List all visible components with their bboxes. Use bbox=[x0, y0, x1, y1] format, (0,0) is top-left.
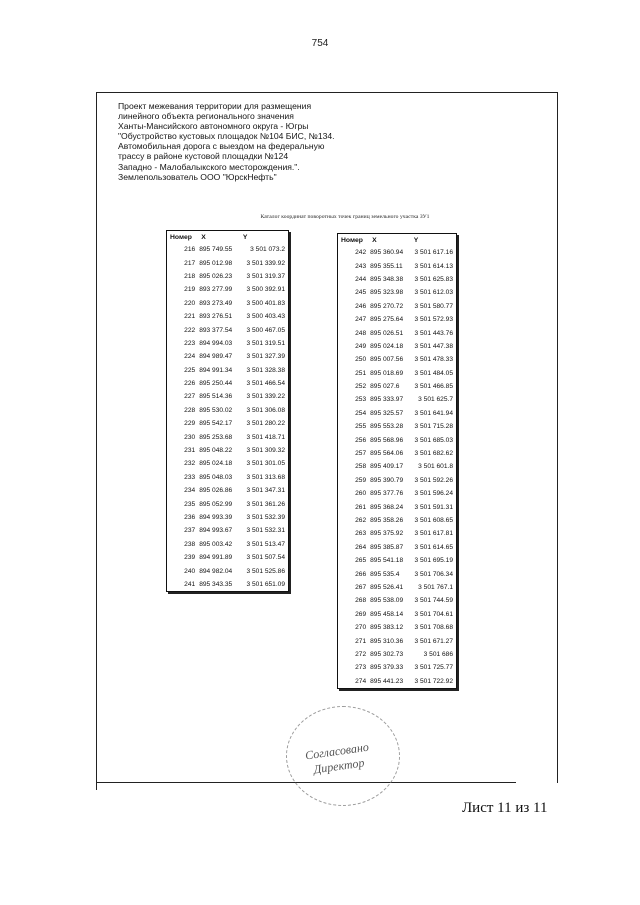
table-row bbox=[167, 457, 289, 470]
cell-x: 893 277.99 bbox=[199, 286, 233, 294]
cell-x: 895 323.98 bbox=[370, 289, 404, 297]
table-row bbox=[167, 283, 289, 296]
cell-y: 3 501 466.54 bbox=[246, 380, 285, 388]
cell-number: 217 bbox=[184, 259, 196, 267]
table-row bbox=[338, 608, 457, 621]
table-row bbox=[167, 404, 289, 417]
header-line: линейного объекта регионального значения bbox=[118, 111, 294, 122]
cell-x: 895 385.87 bbox=[370, 543, 404, 551]
cell-y: 3 501 418.71 bbox=[246, 433, 285, 441]
cell-x: 895 379.33 bbox=[370, 664, 404, 672]
cell-y: 3 501 484.05 bbox=[414, 369, 453, 377]
cell-number: 237 bbox=[184, 527, 196, 535]
header-line: Землепользователь ООО "ЮрскНефть" bbox=[118, 171, 277, 182]
cell-y: 3 501 443.76 bbox=[414, 329, 453, 337]
column-header-y: Y bbox=[242, 233, 248, 241]
cell-y: 3 501 617.16 bbox=[414, 249, 453, 257]
cell-number: 272 bbox=[355, 650, 367, 658]
cell-x: 895 048.03 bbox=[199, 473, 233, 481]
cell-x: 894 993.39 bbox=[199, 514, 233, 521]
column-header-x: X bbox=[372, 236, 377, 244]
cell-x: 895 052.99 bbox=[199, 500, 233, 508]
cell-number: 241 bbox=[184, 580, 196, 588]
cell-number: 273 bbox=[355, 664, 367, 672]
cell-number: 263 bbox=[355, 530, 367, 538]
cell-x: 893 276.51 bbox=[199, 313, 233, 321]
table-row bbox=[338, 474, 457, 487]
cell-x: 894 994.03 bbox=[199, 339, 233, 347]
cell-y: 3 501 614.65 bbox=[414, 543, 453, 551]
table-row bbox=[167, 538, 289, 551]
table-row bbox=[338, 433, 457, 446]
cell-number: 216 bbox=[184, 246, 196, 254]
table-row bbox=[338, 313, 457, 326]
cell-number: 269 bbox=[355, 610, 367, 618]
table-row bbox=[338, 246, 457, 259]
cell-x: 895 530.02 bbox=[199, 406, 233, 414]
cell-number: 223 bbox=[184, 339, 196, 347]
table-row bbox=[338, 500, 457, 513]
table-row bbox=[338, 487, 457, 500]
cell-y: 3 501 651.09 bbox=[246, 580, 285, 588]
cell-number: 220 bbox=[184, 299, 196, 307]
table-row bbox=[167, 377, 289, 390]
cell-number: 244 bbox=[355, 275, 367, 283]
cell-x: 895 253.68 bbox=[199, 433, 233, 441]
table-row bbox=[338, 367, 457, 380]
cell-y: 3 501 513.47 bbox=[246, 540, 285, 548]
cell-number: 265 bbox=[355, 557, 367, 565]
cell-number: 266 bbox=[355, 570, 367, 578]
table-row bbox=[338, 420, 457, 433]
cell-x: 895 568.96 bbox=[370, 436, 404, 444]
cell-number: 255 bbox=[355, 423, 367, 431]
cell-y: 3 501 478.33 bbox=[414, 356, 453, 364]
cell-y: 3 500 467.05 bbox=[246, 326, 285, 334]
cell-number: 222 bbox=[184, 326, 196, 334]
cell-number: 270 bbox=[355, 624, 367, 632]
cell-x: 895 325.57 bbox=[370, 409, 404, 417]
cell-y: 3 501 706.34 bbox=[414, 570, 453, 578]
table-row bbox=[167, 310, 289, 323]
cell-x: 895 026.51 bbox=[370, 329, 404, 337]
cell-x: 895 409.17 bbox=[370, 463, 404, 471]
table-row bbox=[167, 417, 289, 430]
cell-number: 227 bbox=[184, 393, 196, 401]
catalog-title: Каталог координат поворотных точек границ земельного участка ЗУ1 bbox=[260, 214, 430, 220]
cell-x: 895 749.55 bbox=[199, 246, 233, 254]
cell-x: 895 526.41 bbox=[370, 583, 404, 591]
cell-number: 234 bbox=[184, 487, 196, 495]
coordinates-table-left bbox=[166, 230, 289, 592]
cell-x: 894 982.04 bbox=[199, 567, 233, 575]
cell-number: 251 bbox=[355, 369, 367, 377]
cell-x: 895 012.98 bbox=[199, 259, 233, 267]
cell-y: 3 501 525.86 bbox=[246, 567, 285, 575]
table-row bbox=[338, 648, 457, 661]
cell-x: 895 310.36 bbox=[370, 637, 404, 645]
cell-y: 3 501 685.03 bbox=[414, 436, 453, 444]
cell-number: 226 bbox=[184, 380, 196, 388]
cell-y: 3 501 313.68 bbox=[246, 473, 285, 481]
table-row bbox=[167, 243, 289, 256]
table-row bbox=[167, 551, 289, 564]
cell-y: 3 501 466.85 bbox=[414, 383, 453, 391]
cell-y: 3 500 401.83 bbox=[246, 299, 285, 307]
table-row bbox=[338, 554, 457, 567]
cell-number: 256 bbox=[355, 436, 367, 444]
cell-number: 264 bbox=[355, 543, 367, 551]
table-row bbox=[338, 447, 457, 460]
cell-x: 895 024.18 bbox=[199, 460, 233, 468]
cell-x: 893 377.54 bbox=[199, 326, 233, 334]
cell-x: 894 991.34 bbox=[199, 366, 233, 374]
cell-y: 3 501 671.27 bbox=[414, 637, 453, 645]
cell-x: 895 358.26 bbox=[370, 517, 404, 524]
cell-x: 895 542.17 bbox=[199, 420, 233, 428]
cell-x: 895 027.6 bbox=[370, 383, 400, 391]
table-row bbox=[167, 511, 289, 524]
cell-number: 224 bbox=[184, 353, 196, 361]
cell-y: 3 501 591.31 bbox=[414, 503, 453, 511]
cell-x: 895 018.69 bbox=[370, 369, 404, 377]
cell-y: 3 501 612.03 bbox=[414, 289, 453, 297]
cell-y: 3 501 608.65 bbox=[414, 517, 453, 524]
cell-number: 240 bbox=[184, 567, 196, 575]
cell-number: 262 bbox=[355, 517, 367, 524]
table-row bbox=[338, 300, 457, 313]
table-row bbox=[338, 541, 457, 554]
cell-number: 258 bbox=[355, 463, 367, 471]
cell-x: 894 989.47 bbox=[199, 353, 233, 361]
cell-x: 895 535.4 bbox=[370, 570, 400, 578]
cell-x: 895 007.56 bbox=[370, 356, 404, 364]
cell-x: 895 250.44 bbox=[199, 380, 233, 388]
cell-number: 253 bbox=[355, 396, 367, 404]
stamp-text: Согласовано Директор bbox=[304, 739, 370, 777]
cell-number: 228 bbox=[184, 406, 196, 414]
cell-x: 895 048.22 bbox=[199, 447, 233, 455]
cell-x: 895 348.38 bbox=[370, 275, 404, 283]
column-header-number: Номер bbox=[170, 233, 192, 241]
cell-y: 3 501 725.77 bbox=[414, 664, 453, 672]
cell-x: 895 270.72 bbox=[370, 302, 404, 310]
table-row bbox=[338, 326, 457, 339]
cell-y: 3 501 327.39 bbox=[246, 353, 285, 361]
cell-y: 3 501 532.39 bbox=[246, 514, 285, 521]
cell-y: 3 501 319.51 bbox=[246, 339, 285, 347]
cell-x: 895 275.64 bbox=[370, 316, 404, 324]
cell-y: 3 501 715.28 bbox=[414, 423, 453, 431]
cell-number: 259 bbox=[355, 476, 367, 484]
table-row bbox=[338, 273, 457, 286]
cell-x: 893 273.49 bbox=[199, 299, 233, 307]
cell-number: 267 bbox=[355, 583, 367, 591]
table-row bbox=[167, 578, 289, 592]
cell-x: 895 355.11 bbox=[370, 262, 403, 270]
cell-number: 268 bbox=[355, 597, 367, 605]
table-row bbox=[338, 286, 457, 299]
cell-number: 274 bbox=[355, 677, 367, 685]
table-row bbox=[338, 407, 457, 420]
cell-y: 3 501 704.61 bbox=[414, 610, 453, 618]
cell-y: 3 501 309.32 bbox=[246, 447, 285, 455]
table-row bbox=[338, 581, 457, 594]
cell-number: 235 bbox=[184, 500, 196, 508]
cell-number: 248 bbox=[355, 329, 367, 337]
cell-y: 3 501 339.92 bbox=[246, 259, 285, 267]
cell-x: 895 003.42 bbox=[199, 540, 233, 548]
cell-number: 249 bbox=[355, 342, 367, 350]
cell-x: 895 343.35 bbox=[199, 580, 233, 588]
cell-number: 246 bbox=[355, 302, 367, 310]
header-line: трассу в районе кустовой площадки №124 bbox=[118, 151, 289, 162]
page-number: 754 bbox=[311, 38, 329, 49]
cell-y: 3 501 596.24 bbox=[414, 490, 453, 498]
cell-x: 895 383.12 bbox=[370, 624, 404, 632]
cell-x: 895 514.36 bbox=[199, 393, 233, 401]
table-row bbox=[167, 497, 289, 510]
cell-y: 3 501 447.38 bbox=[414, 342, 453, 350]
cell-y: 3 501 708.68 bbox=[414, 624, 453, 632]
table-row bbox=[167, 270, 289, 283]
table-header-row bbox=[167, 231, 289, 244]
cell-y: 3 501 767.1 bbox=[418, 583, 453, 591]
table-row bbox=[338, 567, 457, 580]
cell-y: 3 501 347.31 bbox=[246, 487, 285, 495]
cell-y: 3 501 319.37 bbox=[246, 272, 285, 280]
cell-y: 3 501 328.38 bbox=[246, 366, 285, 374]
cell-number: 229 bbox=[184, 420, 196, 428]
cell-number: 239 bbox=[184, 554, 196, 562]
cell-x: 895 553.28 bbox=[370, 423, 404, 431]
cell-number: 233 bbox=[184, 473, 196, 481]
cell-number: 243 bbox=[355, 262, 367, 270]
cell-y: 3 501 301.05 bbox=[246, 460, 285, 468]
project-header bbox=[118, 101, 398, 182]
table-header-row bbox=[338, 234, 457, 247]
cell-y: 3 500 403.43 bbox=[246, 313, 285, 321]
frame-corner-mark bbox=[96, 782, 97, 790]
cell-y: 3 501 361.26 bbox=[246, 500, 285, 508]
cell-number: 225 bbox=[184, 366, 196, 374]
cell-y: 3 501 695.19 bbox=[414, 557, 453, 565]
cell-y: 3 500 392.91 bbox=[246, 286, 285, 294]
table-row bbox=[167, 471, 289, 484]
cell-x: 895 538.09 bbox=[370, 597, 404, 605]
cell-number: 261 bbox=[355, 503, 367, 511]
cell-y: 3 501 592.26 bbox=[414, 476, 453, 484]
cell-number: 218 bbox=[184, 272, 196, 280]
cell-y: 3 501 722.92 bbox=[414, 677, 453, 685]
cell-x: 895 026.86 bbox=[199, 487, 233, 495]
table-row bbox=[167, 364, 289, 377]
table-row bbox=[338, 675, 457, 689]
table-row bbox=[338, 621, 457, 634]
cell-y: 3 501 686 bbox=[423, 650, 453, 658]
cell-number: 260 bbox=[355, 490, 367, 498]
table-row bbox=[338, 661, 457, 674]
cell-number: 252 bbox=[355, 383, 367, 391]
cell-number: 219 bbox=[184, 286, 196, 294]
header-line: Проект межевания территории для размещения bbox=[118, 101, 312, 111]
sheet-label: Лист 11 из 11 bbox=[462, 800, 548, 816]
table-row bbox=[167, 337, 289, 350]
table-row bbox=[338, 353, 457, 366]
cell-y: 3 501 641.94 bbox=[414, 409, 453, 417]
header-line: Западно - Малобалыкского месторождения.". bbox=[118, 161, 300, 172]
cell-x: 895 375.92 bbox=[370, 530, 404, 538]
cell-number: 257 bbox=[355, 450, 367, 458]
table-row bbox=[167, 564, 289, 577]
cell-number: 247 bbox=[355, 316, 367, 324]
cell-x: 894 991.89 bbox=[199, 554, 233, 562]
cell-number: 232 bbox=[184, 460, 196, 468]
cell-y: 3 501 280.22 bbox=[246, 420, 285, 428]
table-row bbox=[167, 350, 289, 363]
table-row bbox=[338, 380, 457, 393]
cell-number: 231 bbox=[184, 447, 196, 455]
cell-x: 895 541.18 bbox=[370, 557, 404, 565]
cell-x: 895 564.06 bbox=[370, 450, 404, 458]
header-line: "Обустройство кустовых площадок №104 БИС, №134. bbox=[118, 131, 335, 142]
cell-x: 895 360.94 bbox=[370, 249, 404, 257]
coordinates-table-right bbox=[337, 233, 457, 689]
cell-number: 254 bbox=[355, 409, 367, 417]
cell-y: 3 501 625.83 bbox=[414, 275, 453, 283]
cell-y: 3 501 614.13 bbox=[414, 262, 453, 270]
table-row bbox=[338, 393, 457, 406]
cell-x: 895 390.79 bbox=[370, 476, 404, 484]
cell-y: 3 501 744.59 bbox=[414, 597, 453, 605]
table-body-right bbox=[338, 246, 457, 688]
table-row bbox=[338, 340, 457, 353]
cell-x: 895 441.23 bbox=[370, 677, 404, 685]
table-row bbox=[167, 297, 289, 310]
table-row bbox=[167, 430, 289, 443]
cell-y: 3 501 507.54 bbox=[246, 554, 285, 562]
cell-y: 3 501 572.93 bbox=[414, 316, 453, 324]
cell-number: 271 bbox=[355, 637, 367, 645]
column-header-number: Номер bbox=[341, 236, 363, 244]
table-body-left bbox=[167, 243, 289, 592]
cell-y: 3 501 306.08 bbox=[246, 406, 285, 414]
table-row bbox=[167, 444, 289, 457]
cell-x: 895 302.73 bbox=[370, 650, 404, 658]
cell-number: 242 bbox=[355, 249, 367, 257]
cell-x: 894 993.67 bbox=[199, 527, 233, 535]
table-row bbox=[338, 259, 457, 272]
table-row bbox=[338, 527, 457, 540]
cell-number: 238 bbox=[184, 540, 196, 548]
cell-x: 895 024.18 bbox=[370, 342, 404, 350]
cell-x: 895 458.14 bbox=[370, 610, 404, 618]
cell-y: 3 501 625.7 bbox=[418, 396, 453, 404]
cell-number: 230 bbox=[184, 433, 196, 441]
cell-number: 236 bbox=[184, 514, 196, 521]
header-line: Автомобильная дорога с выездом на федеральную bbox=[118, 141, 325, 152]
table-row bbox=[338, 514, 457, 527]
cell-number: 250 bbox=[355, 356, 367, 364]
table-row bbox=[167, 524, 289, 537]
cell-y: 3 501 682.62 bbox=[414, 450, 453, 458]
cell-y: 3 501 601.8 bbox=[418, 463, 453, 471]
cell-number: 245 bbox=[355, 289, 367, 297]
cell-x: 895 377.76 bbox=[370, 490, 404, 498]
header-line: Ханты-Мансийского автономного округа - Югры bbox=[118, 121, 309, 132]
table-row bbox=[167, 323, 289, 336]
cell-y: 3 501 339.22 bbox=[246, 393, 285, 401]
cell-y: 3 501 580.77 bbox=[414, 302, 453, 310]
cell-y: 3 501 532.31 bbox=[246, 527, 285, 535]
table-row bbox=[167, 256, 289, 269]
table-row bbox=[338, 634, 457, 647]
table-row bbox=[338, 594, 457, 607]
table-row bbox=[338, 460, 457, 473]
cell-y: 3 501 073.2 bbox=[250, 246, 285, 254]
cell-x: 895 333.97 bbox=[370, 396, 404, 404]
cell-x: 895 026.23 bbox=[199, 272, 233, 280]
cell-number: 221 bbox=[184, 313, 196, 321]
table-row bbox=[167, 484, 289, 497]
cell-y: 3 501 617.81 bbox=[414, 530, 453, 538]
column-header-x: X bbox=[201, 233, 206, 241]
table-row bbox=[167, 390, 289, 403]
cell-x: 895 368.24 bbox=[370, 503, 404, 511]
column-header-y: Y bbox=[413, 236, 419, 244]
